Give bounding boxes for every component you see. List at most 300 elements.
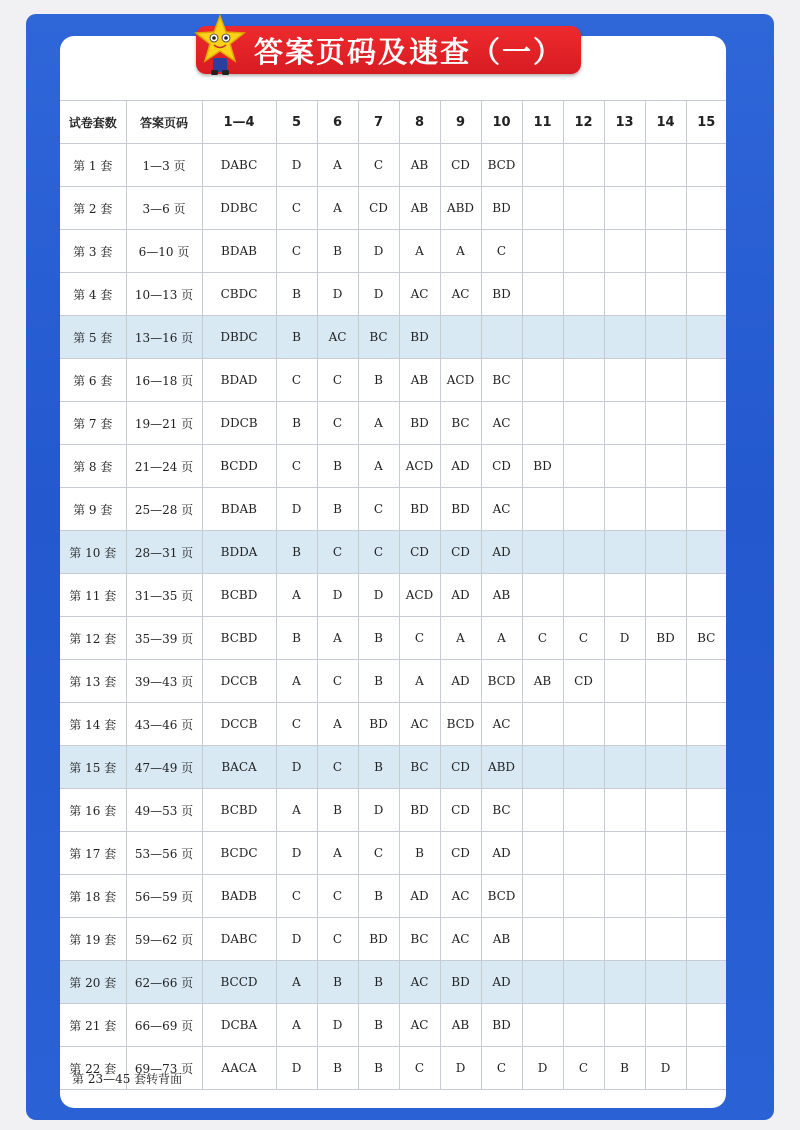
answer-cell: CD xyxy=(563,660,604,703)
answer-cell: A xyxy=(317,832,358,875)
answer-cell: AB xyxy=(399,187,440,230)
set-number-cell: 第 6 套 xyxy=(60,359,126,402)
answer-cell: BD xyxy=(481,187,522,230)
answer-cell: B xyxy=(358,961,399,1004)
answer-cell: DCBA xyxy=(202,1004,276,1047)
answer-cell: A xyxy=(317,144,358,187)
answer-cell: B xyxy=(358,359,399,402)
answer-cell: A xyxy=(276,789,317,832)
answer-cell: D xyxy=(317,574,358,617)
answer-cell xyxy=(604,789,645,832)
answer-cell xyxy=(686,1004,726,1047)
table-row xyxy=(60,316,726,359)
answer-cell: AC xyxy=(399,273,440,316)
answer-cell: AC xyxy=(481,402,522,445)
answer-cell: B xyxy=(604,1047,645,1090)
set-number-cell: 第 11 套 xyxy=(60,574,126,617)
answer-cell: DDCB xyxy=(202,402,276,445)
answer-cell: C xyxy=(358,488,399,531)
answer-cell xyxy=(481,316,522,359)
answer-cell: C xyxy=(317,531,358,574)
page-range-cell: 6—10 页 xyxy=(126,230,202,273)
answer-cell: B xyxy=(317,789,358,832)
answer-cell xyxy=(522,574,563,617)
answer-cell xyxy=(522,402,563,445)
answer-cell xyxy=(522,961,563,1004)
answer-cell: A xyxy=(276,574,317,617)
answer-cell xyxy=(604,1004,645,1047)
set-number-cell: 第 4 套 xyxy=(60,273,126,316)
answer-cell xyxy=(686,230,726,273)
answer-cell: B xyxy=(317,230,358,273)
answer-cell: AC xyxy=(481,488,522,531)
answer-cell: ACD xyxy=(399,574,440,617)
set-number-cell: 第 1 套 xyxy=(60,144,126,187)
answer-cell xyxy=(563,832,604,875)
answer-cell: BADB xyxy=(202,875,276,918)
table-row xyxy=(60,746,726,789)
answer-cell: BACA xyxy=(202,746,276,789)
answer-cell xyxy=(604,445,645,488)
table-row xyxy=(60,273,726,316)
table-row xyxy=(60,187,726,230)
answer-cell: A xyxy=(317,617,358,660)
answer-cell xyxy=(522,746,563,789)
answer-cell: C xyxy=(276,359,317,402)
page-range-cell: 31—35 页 xyxy=(126,574,202,617)
page-range-cell: 13—16 页 xyxy=(126,316,202,359)
answer-cell: C xyxy=(481,230,522,273)
answer-cell: B xyxy=(276,316,317,359)
answer-cell: A xyxy=(276,1004,317,1047)
answer-cell: C xyxy=(317,402,358,445)
answer-cell: A xyxy=(481,617,522,660)
answer-cell: BDAB xyxy=(202,488,276,531)
answer-cell: CD xyxy=(440,531,481,574)
answer-cell xyxy=(563,875,604,918)
answer-cell: D xyxy=(276,746,317,789)
page-range-cell: 69—73 页 xyxy=(126,1047,202,1090)
page-range-cell: 53—56 页 xyxy=(126,832,202,875)
answer-cell: C xyxy=(317,746,358,789)
answer-cell: C xyxy=(563,1047,604,1090)
page-range-cell: 47—49 页 xyxy=(126,746,202,789)
answer-cell: D xyxy=(276,918,317,961)
star-mascot-icon xyxy=(194,14,246,76)
table-row xyxy=(60,875,726,918)
header-question-11: 14 xyxy=(645,101,686,144)
answer-cell: D xyxy=(358,230,399,273)
answer-cell xyxy=(563,574,604,617)
answer-cell: CD xyxy=(358,187,399,230)
answer-cell: BDAD xyxy=(202,359,276,402)
answer-cell xyxy=(522,875,563,918)
answer-cell: BCD xyxy=(481,660,522,703)
page-range-cell: 21—24 页 xyxy=(126,445,202,488)
answer-cell: ABD xyxy=(440,187,481,230)
answer-cell: BD xyxy=(358,703,399,746)
answer-cell: AACA xyxy=(202,1047,276,1090)
answer-cell xyxy=(645,316,686,359)
answer-cell xyxy=(604,918,645,961)
answer-cell xyxy=(563,746,604,789)
answer-cell xyxy=(604,875,645,918)
answer-cell xyxy=(563,445,604,488)
answer-cell xyxy=(686,531,726,574)
table-row xyxy=(60,402,726,445)
answer-cell: AB xyxy=(399,144,440,187)
answer-cell xyxy=(604,832,645,875)
answer-cell xyxy=(563,359,604,402)
answer-cell xyxy=(522,918,563,961)
answer-cell: BC xyxy=(440,402,481,445)
page-range-cell: 49—53 页 xyxy=(126,789,202,832)
answer-cell xyxy=(645,359,686,402)
header-question-12: 15 xyxy=(686,101,726,144)
answer-cell xyxy=(645,789,686,832)
answer-cell xyxy=(522,144,563,187)
answer-cell xyxy=(563,273,604,316)
header-question-4: 7 xyxy=(358,101,399,144)
answer-cell: CBDC xyxy=(202,273,276,316)
answer-cell xyxy=(604,574,645,617)
answer-cell xyxy=(686,488,726,531)
answer-cell xyxy=(604,230,645,273)
answer-cell xyxy=(563,531,604,574)
answer-cell: C xyxy=(276,230,317,273)
answer-cell xyxy=(563,316,604,359)
answer-cell xyxy=(522,230,563,273)
answer-cell xyxy=(686,660,726,703)
answer-table xyxy=(60,100,726,1090)
page-range-cell: 62—66 页 xyxy=(126,961,202,1004)
header-question-9: 12 xyxy=(563,101,604,144)
answer-cell: B xyxy=(276,617,317,660)
set-number-cell: 第 5 套 xyxy=(60,316,126,359)
answer-cell: B xyxy=(358,1004,399,1047)
answer-cell: A xyxy=(317,187,358,230)
answer-cell xyxy=(604,961,645,1004)
answer-cell xyxy=(522,359,563,402)
answer-cell xyxy=(686,359,726,402)
answer-cell xyxy=(645,875,686,918)
answer-cell: D xyxy=(317,273,358,316)
answer-cell: BD xyxy=(645,617,686,660)
page-range-cell: 59—62 页 xyxy=(126,918,202,961)
answer-cell xyxy=(645,445,686,488)
table-row xyxy=(60,230,726,273)
answer-cell: A xyxy=(358,445,399,488)
set-number-cell: 第 15 套 xyxy=(60,746,126,789)
answer-cell: C xyxy=(276,703,317,746)
answer-cell xyxy=(522,316,563,359)
answer-cell: AD xyxy=(481,961,522,1004)
answer-cell: D xyxy=(358,789,399,832)
answer-cell: ACD xyxy=(399,445,440,488)
answer-cell: B xyxy=(358,1047,399,1090)
page-range-cell: 16—18 页 xyxy=(126,359,202,402)
answer-cell xyxy=(604,359,645,402)
answer-cell xyxy=(645,660,686,703)
answer-cell: BCCD xyxy=(202,961,276,1004)
answer-cell: C xyxy=(317,918,358,961)
answer-cell: AC xyxy=(317,316,358,359)
answer-cell: A xyxy=(317,703,358,746)
answer-cell xyxy=(563,1004,604,1047)
answer-cell xyxy=(645,531,686,574)
set-number-cell: 第 14 套 xyxy=(60,703,126,746)
answer-cell: A xyxy=(276,961,317,1004)
answer-cell xyxy=(645,230,686,273)
set-number-cell: 第 17 套 xyxy=(60,832,126,875)
header-answer-page: 答案页码 xyxy=(126,101,202,144)
table-row xyxy=(60,789,726,832)
answer-cell: D xyxy=(604,617,645,660)
answer-cell xyxy=(563,230,604,273)
answer-cell: A xyxy=(358,402,399,445)
answer-cell xyxy=(604,531,645,574)
answer-cell: BDAB xyxy=(202,230,276,273)
answer-cell: D xyxy=(358,574,399,617)
table-row xyxy=(60,703,726,746)
answer-cell xyxy=(645,918,686,961)
answer-cell: AC xyxy=(399,703,440,746)
answer-cell: C xyxy=(399,1047,440,1090)
page-range-cell: 39—43 页 xyxy=(126,660,202,703)
answer-cell: C xyxy=(358,531,399,574)
answer-cell xyxy=(522,488,563,531)
answer-cell: AB xyxy=(522,660,563,703)
answer-cell xyxy=(645,961,686,1004)
answer-cell xyxy=(645,703,686,746)
answer-cell: C xyxy=(317,875,358,918)
answer-cell xyxy=(440,316,481,359)
answer-cell: BD xyxy=(440,488,481,531)
answer-cell: D xyxy=(440,1047,481,1090)
answer-cell: DCCB xyxy=(202,703,276,746)
answer-cell: AD xyxy=(481,531,522,574)
answer-cell: C xyxy=(276,445,317,488)
answer-cell: BC xyxy=(481,789,522,832)
set-number-cell: 第 3 套 xyxy=(60,230,126,273)
header-question-7: 10 xyxy=(481,101,522,144)
answer-cell: C xyxy=(317,660,358,703)
page-range-cell: 25—28 页 xyxy=(126,488,202,531)
answer-cell: AB xyxy=(481,574,522,617)
answer-cell xyxy=(604,703,645,746)
answer-cell xyxy=(563,402,604,445)
table-row xyxy=(60,918,726,961)
answer-cell: D xyxy=(358,273,399,316)
answer-cell xyxy=(563,144,604,187)
answer-cell xyxy=(522,273,563,316)
table-row xyxy=(60,832,726,875)
answer-cell: B xyxy=(358,875,399,918)
answer-cell xyxy=(522,832,563,875)
answer-cell xyxy=(686,574,726,617)
answer-cell: C xyxy=(522,617,563,660)
answer-cell xyxy=(686,273,726,316)
answer-cell: BCDC xyxy=(202,832,276,875)
header-question-2: 5 xyxy=(276,101,317,144)
answer-cell xyxy=(604,144,645,187)
answer-cell: B xyxy=(399,832,440,875)
answer-cell: C xyxy=(399,617,440,660)
answer-cell: C xyxy=(317,359,358,402)
answer-cell: D xyxy=(276,1047,317,1090)
answer-cell: ABD xyxy=(481,746,522,789)
answer-cell xyxy=(686,1047,726,1090)
answer-cell xyxy=(645,488,686,531)
answer-cell: CD xyxy=(440,144,481,187)
answer-cell xyxy=(522,789,563,832)
answer-cell xyxy=(645,144,686,187)
answer-cell: A xyxy=(276,660,317,703)
answer-cell: AC xyxy=(440,918,481,961)
answer-cell: BC xyxy=(399,918,440,961)
answer-cell xyxy=(604,273,645,316)
answer-cell: AB xyxy=(399,359,440,402)
answer-cell xyxy=(686,832,726,875)
set-number-cell: 第 10 套 xyxy=(60,531,126,574)
answer-cell: AC xyxy=(399,1004,440,1047)
answer-cell xyxy=(563,703,604,746)
answer-cell: D xyxy=(276,488,317,531)
answer-cell xyxy=(686,703,726,746)
answer-cell xyxy=(645,402,686,445)
answer-cell xyxy=(604,316,645,359)
answer-cell: BCBD xyxy=(202,574,276,617)
answer-cell xyxy=(686,402,726,445)
answer-cell: BD xyxy=(481,273,522,316)
table-row xyxy=(60,660,726,703)
answer-cell: C xyxy=(276,875,317,918)
answer-cell: CD xyxy=(440,832,481,875)
answer-cell: BCD xyxy=(481,144,522,187)
answer-cell: BCBD xyxy=(202,617,276,660)
set-number-cell: 第 16 套 xyxy=(60,789,126,832)
answer-cell: BD xyxy=(399,402,440,445)
page-range-cell: 19—21 页 xyxy=(126,402,202,445)
answer-cell: BCDD xyxy=(202,445,276,488)
answer-cell: B xyxy=(317,445,358,488)
table-row xyxy=(60,359,726,402)
answer-cell xyxy=(645,187,686,230)
answer-cell xyxy=(563,918,604,961)
answer-cell: C xyxy=(358,832,399,875)
answer-cell: A xyxy=(440,230,481,273)
answer-cell: AC xyxy=(440,273,481,316)
answer-cell xyxy=(563,187,604,230)
answer-cell: CD xyxy=(399,531,440,574)
table-row xyxy=(60,531,726,574)
answer-cell xyxy=(563,961,604,1004)
answer-cell: D xyxy=(276,832,317,875)
answer-cell xyxy=(604,660,645,703)
header-question-6: 9 xyxy=(440,101,481,144)
answer-cell: DABC xyxy=(202,144,276,187)
answer-cell: BCD xyxy=(440,703,481,746)
page-range-cell: 35—39 页 xyxy=(126,617,202,660)
header-question-1: 1—4 xyxy=(202,101,276,144)
answer-cell: CD xyxy=(440,746,481,789)
answer-cell xyxy=(686,316,726,359)
answer-cell xyxy=(645,273,686,316)
answer-cell xyxy=(522,703,563,746)
table-row xyxy=(60,617,726,660)
answer-cell: DBDC xyxy=(202,316,276,359)
set-number-cell: 第 20 套 xyxy=(60,961,126,1004)
title-banner xyxy=(196,26,581,74)
answer-cell xyxy=(686,961,726,1004)
answer-cell: BD xyxy=(481,1004,522,1047)
answer-cell: DABC xyxy=(202,918,276,961)
page-range-cell: 56—59 页 xyxy=(126,875,202,918)
table-row xyxy=(60,574,726,617)
answer-cell: BD xyxy=(399,316,440,359)
answer-cell: C xyxy=(276,187,317,230)
answer-cell: B xyxy=(276,273,317,316)
answer-cell xyxy=(686,746,726,789)
answer-cell: CD xyxy=(481,445,522,488)
answer-cell: BCD xyxy=(481,875,522,918)
answer-cell: BC xyxy=(686,617,726,660)
answer-cell: AD xyxy=(440,660,481,703)
page-title: 答案页码及速查（一） xyxy=(254,34,565,69)
answer-cell xyxy=(686,187,726,230)
header-question-3: 6 xyxy=(317,101,358,144)
footer-note: 第 23—45 套转背面 xyxy=(72,1072,183,1086)
set-number-cell: 第 19 套 xyxy=(60,918,126,961)
page-range-cell: 10—13 页 xyxy=(126,273,202,316)
table-row xyxy=(60,961,726,1004)
page-range-cell: 3—6 页 xyxy=(126,187,202,230)
answer-cell: AC xyxy=(399,961,440,1004)
answer-cell xyxy=(686,144,726,187)
answer-cell xyxy=(604,746,645,789)
answer-cell: BC xyxy=(399,746,440,789)
answer-cell: DDBC xyxy=(202,187,276,230)
answer-cell: ACD xyxy=(440,359,481,402)
answer-cell: A xyxy=(399,660,440,703)
answer-cell: D xyxy=(522,1047,563,1090)
answer-cell xyxy=(686,918,726,961)
page-range-cell: 28—31 页 xyxy=(126,531,202,574)
answer-cell: B xyxy=(317,1047,358,1090)
answer-cell: AC xyxy=(481,703,522,746)
answer-cell xyxy=(604,488,645,531)
answer-cell xyxy=(645,832,686,875)
answer-cell: BD xyxy=(399,789,440,832)
answer-cell xyxy=(645,746,686,789)
answer-cell xyxy=(563,488,604,531)
set-number-cell: 第 22 套 xyxy=(60,1047,126,1090)
answer-cell: A xyxy=(399,230,440,273)
answer-cell: BD xyxy=(522,445,563,488)
answer-cell: AD xyxy=(440,445,481,488)
header-question-10: 13 xyxy=(604,101,645,144)
answer-cell: B xyxy=(317,961,358,1004)
answer-cell xyxy=(522,1004,563,1047)
answer-cell: B xyxy=(358,660,399,703)
set-number-cell: 第 21 套 xyxy=(60,1004,126,1047)
answer-cell xyxy=(604,187,645,230)
answer-cell: BC xyxy=(481,359,522,402)
answer-cell xyxy=(604,402,645,445)
answer-cell: AB xyxy=(440,1004,481,1047)
answer-cell: D xyxy=(317,1004,358,1047)
answer-cell: C xyxy=(358,144,399,187)
